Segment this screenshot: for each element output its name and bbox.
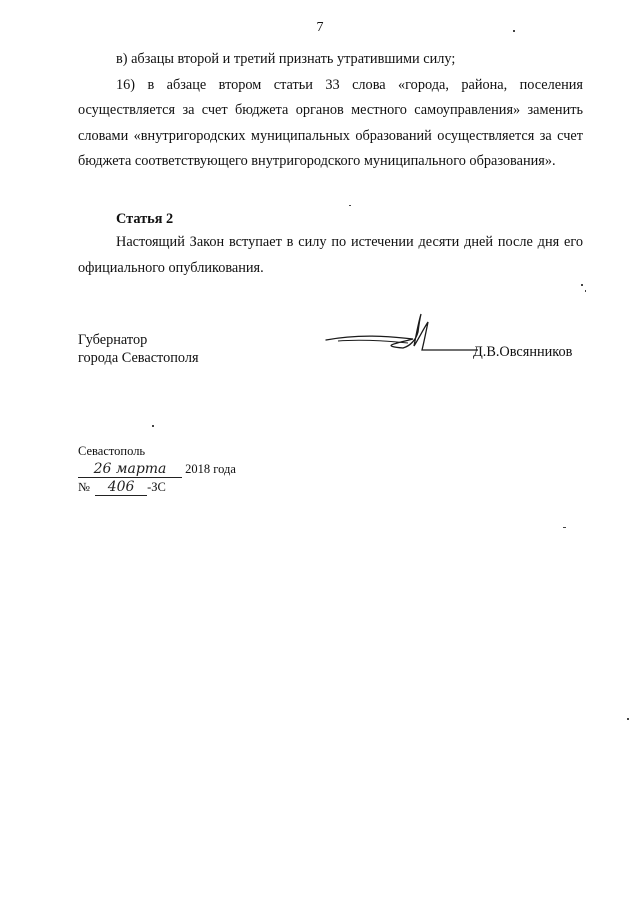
law-number-line — [78, 478, 236, 496]
signing-place: Севастополь — [78, 444, 146, 458]
signatory-title-line1: Губернатор — [78, 332, 148, 348]
signing-date-line — [78, 460, 236, 478]
handwritten-number: 406 — [95, 479, 147, 496]
signatory-name: Д.В.Овсянников — [473, 344, 573, 360]
handwritten-signature — [318, 310, 478, 360]
scan-speck — [349, 205, 351, 206]
signatory-title-line2: города Севастополя — [78, 350, 199, 366]
scan-speck — [581, 284, 583, 286]
signatory-title — [78, 331, 199, 367]
article-body — [78, 230, 583, 281]
scan-speck — [585, 290, 586, 292]
scan-speck — [152, 425, 154, 427]
page-number: 7 — [316, 20, 324, 35]
signing-year: 2018 года — [185, 462, 236, 476]
paragraph-b: в) абзацы второй и третий признать утратившими силу; — [116, 51, 456, 67]
amendment-text — [78, 47, 583, 175]
handwritten-date: 26 марта — [78, 461, 182, 478]
scan-speck — [627, 718, 629, 720]
number-suffix: -ЗС — [147, 480, 166, 494]
scan-speck — [563, 527, 566, 528]
signing-details — [78, 442, 236, 496]
number-label: № — [78, 480, 90, 494]
paragraph-16: 16) в абзаце втором статьи 33 слова «города, района, поселения осуществляется за счет бюджета органов местного самоуправления» заменить словами «внутригородских муниципальных образований осуществляется за счет бюджета соответствующего внутригородского муниципального образования». — [78, 76, 583, 169]
scan-speck — [513, 30, 515, 32]
article-paragraph: Настоящий Закон вступает в силу по истечении десяти дней после дня его официального опубликования. — [78, 234, 583, 276]
article-heading: Статья 2 — [116, 211, 174, 227]
